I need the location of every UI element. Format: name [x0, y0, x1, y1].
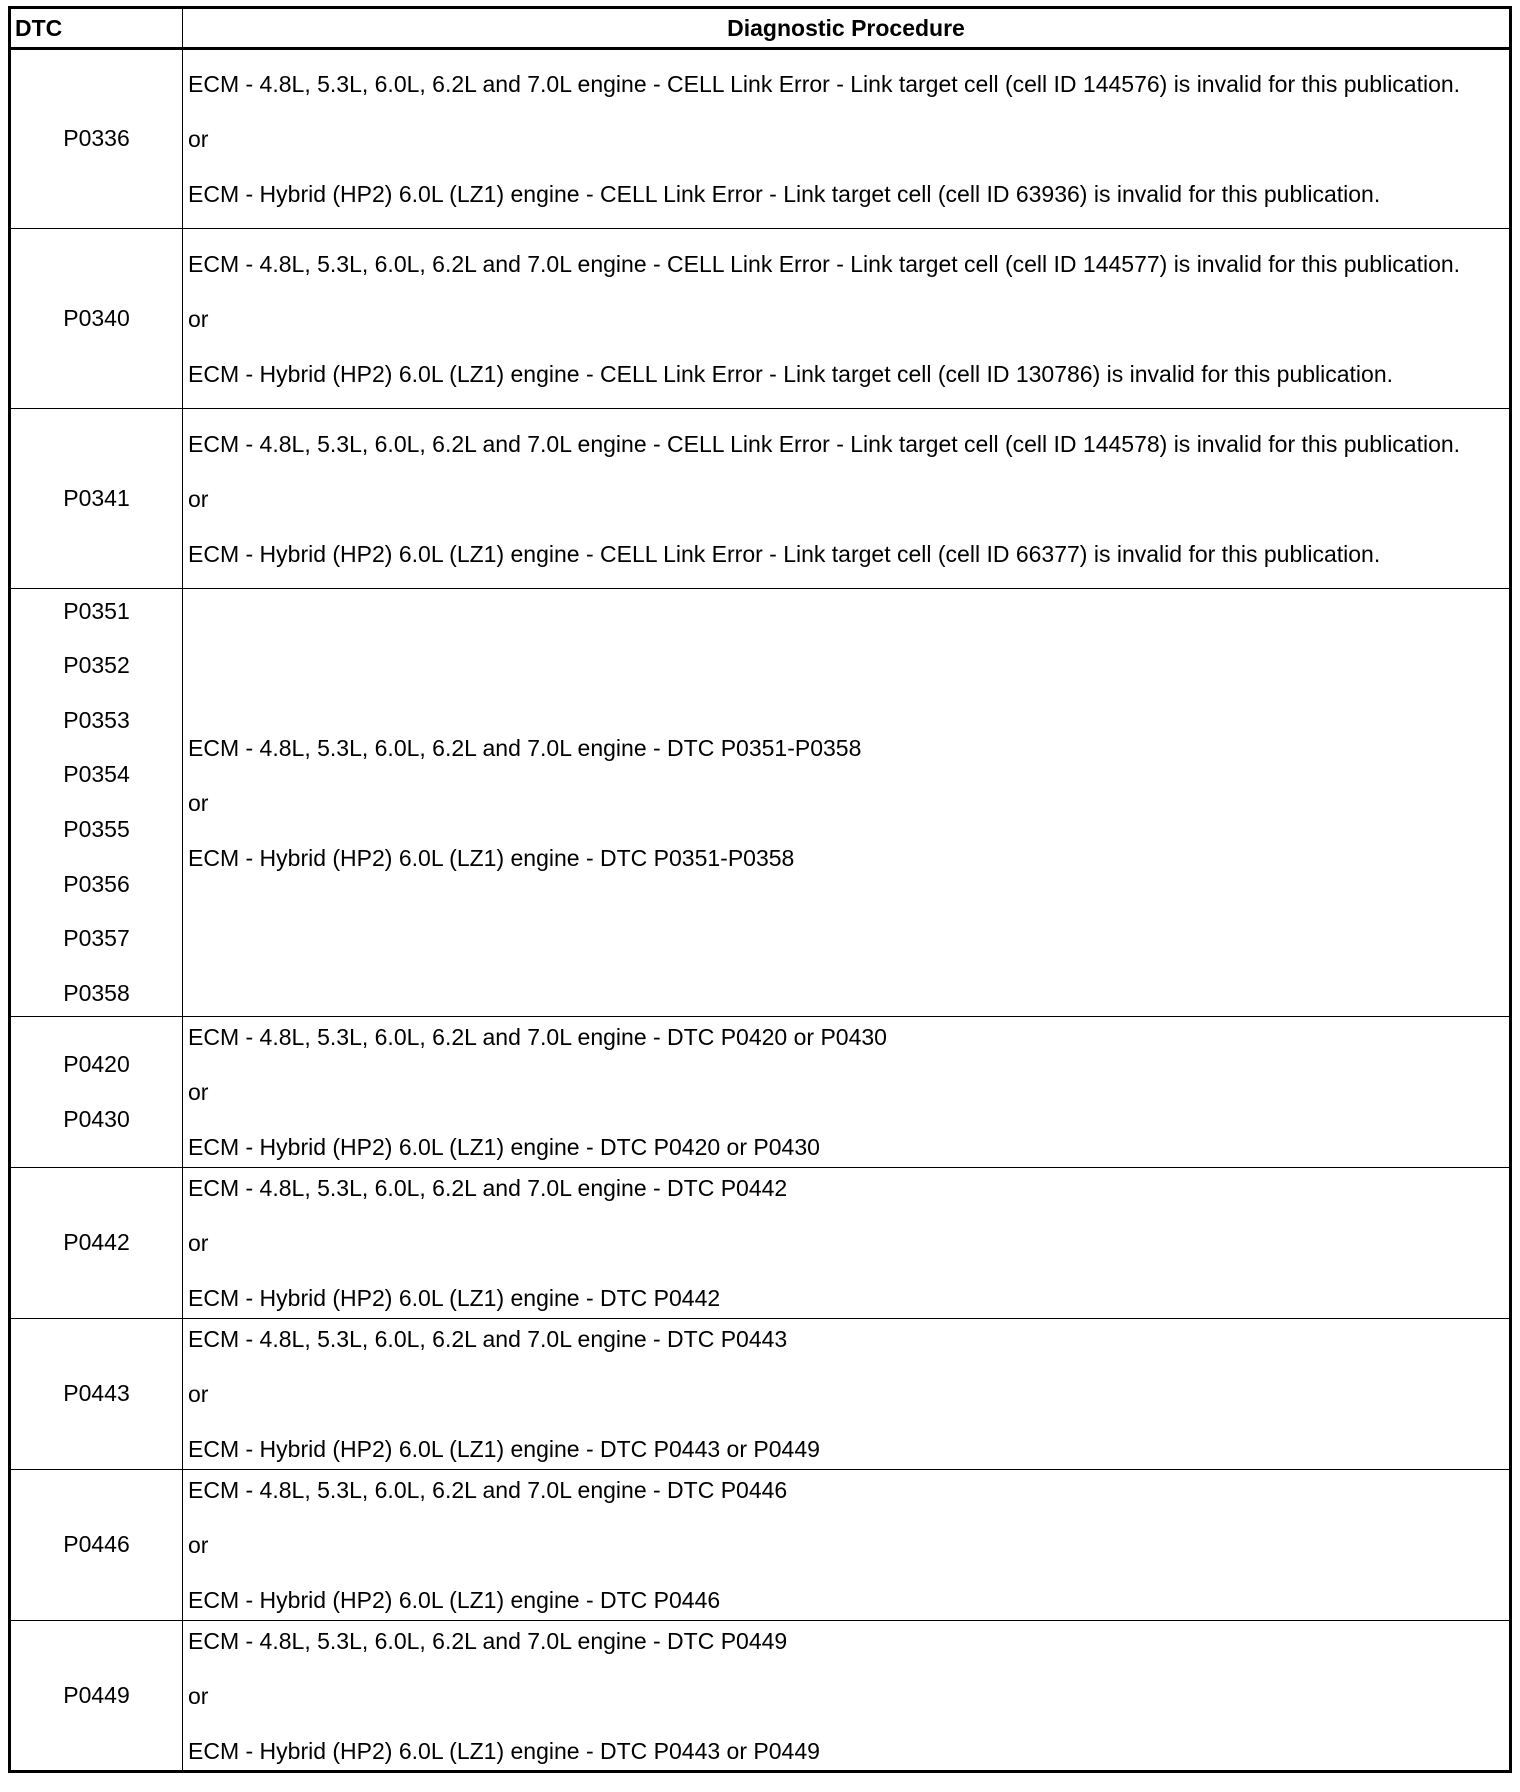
procedure-or-separator: or	[188, 1682, 209, 1709]
procedure-cell	[183, 229, 1511, 409]
procedure-link-hybrid[interactable]: ECM - Hybrid (HP2) 6.0L (LZ1) engine - CELL Link Error - Link target cell (cell ID 130786) is invalid for this publication.	[188, 360, 1394, 387]
dtc-cell	[10, 589, 183, 1017]
procedure-link-hybrid[interactable]: ECM - Hybrid (HP2) 6.0L (LZ1) engine - DTC P0443 or P0449	[188, 1737, 820, 1764]
table-row	[10, 229, 1511, 409]
procedure-or-separator: or	[188, 1381, 209, 1407]
procedure-link-hybrid[interactable]: ECM - Hybrid (HP2) 6.0L (LZ1) engine - DTC P0351-P0358	[188, 844, 795, 871]
procedure-or-separator: or	[188, 789, 209, 816]
procedure-link-hybrid[interactable]: ECM - Hybrid (HP2) 6.0L (LZ1) engine - DTC P0442	[188, 1285, 721, 1311]
procedure-cell	[183, 1621, 1511, 1772]
procedure-cell	[183, 1017, 1511, 1168]
column-header-dtc: DTC	[10, 8, 183, 49]
table-row	[10, 589, 1511, 1017]
procedure-link-primary[interactable]: ECM - 4.8L, 5.3L, 6.0L, 6.2L and 7.0L engine - DTC P0449	[188, 1627, 788, 1654]
dtc-code: P0357	[63, 925, 130, 952]
dtc-code: P0355	[63, 816, 130, 842]
dtc-code: P0340	[63, 304, 130, 331]
dtc-code: P0351	[63, 597, 130, 624]
dtc-cell	[10, 409, 183, 589]
dtc-code: P0449	[63, 1681, 130, 1708]
procedure-link-hybrid[interactable]: ECM - Hybrid (HP2) 6.0L (LZ1) engine - DTC P0420 or P0430	[188, 1134, 820, 1160]
procedure-cell	[183, 1319, 1511, 1470]
procedure-cell	[183, 589, 1511, 1017]
procedure-or-separator: or	[188, 1230, 209, 1256]
column-header-diagnostic-procedure: Diagnostic Procedure	[183, 8, 1511, 49]
procedure-link-hybrid[interactable]: ECM - Hybrid (HP2) 6.0L (LZ1) engine - DTC P0443 or P0449	[188, 1436, 820, 1462]
table-row	[10, 1470, 1511, 1621]
table-row	[10, 1017, 1511, 1168]
dtc-cell	[10, 1621, 183, 1772]
dtc-code: P0336	[63, 125, 130, 152]
table-row	[10, 1621, 1511, 1772]
procedure-or-separator: or	[188, 1532, 209, 1558]
table-row	[10, 49, 1511, 229]
dtc-cell	[10, 1319, 183, 1470]
table-header-row	[10, 8, 1511, 49]
procedure-link-primary[interactable]: ECM - 4.8L, 5.3L, 6.0L, 6.2L and 7.0L engine - CELL Link Error - Link target cell (cell ID 144576) is invalid for this publication.	[188, 71, 1461, 97]
procedure-link-primary[interactable]: ECM - 4.8L, 5.3L, 6.0L, 6.2L and 7.0L engine - DTC P0420 or P0430	[188, 1024, 887, 1050]
dtc-code: P0352	[63, 652, 130, 679]
dtc-cell	[10, 1470, 183, 1621]
procedure-link-primary[interactable]: ECM - 4.8L, 5.3L, 6.0L, 6.2L and 7.0L engine - DTC P0446	[188, 1477, 788, 1503]
procedure-or-separator: or	[188, 305, 209, 332]
dtc-code: P0443	[63, 1380, 130, 1407]
procedure-cell	[183, 49, 1511, 229]
procedure-cell	[183, 409, 1511, 589]
table-row	[10, 409, 1511, 589]
dtc-code: P0442	[63, 1229, 130, 1256]
dtc-table	[8, 6, 1512, 1773]
dtc-code: P0341	[63, 484, 130, 511]
dtc-code: P0420	[63, 1050, 130, 1077]
dtc-code: P0354	[63, 761, 130, 788]
dtc-code: P0353	[63, 706, 130, 733]
procedure-cell	[183, 1168, 1511, 1319]
dtc-code: P0446	[63, 1531, 130, 1558]
procedure-link-hybrid[interactable]: ECM - Hybrid (HP2) 6.0L (LZ1) engine - CELL Link Error - Link target cell (cell ID 66377) is invalid for this publication.	[188, 540, 1381, 567]
table-row	[10, 1319, 1511, 1470]
procedure-or-separator: or	[188, 126, 209, 152]
dtc-cell	[10, 49, 183, 229]
procedure-or-separator: or	[188, 1079, 209, 1105]
table-row	[10, 1168, 1511, 1319]
procedure-link-primary[interactable]: ECM - 4.8L, 5.3L, 6.0L, 6.2L and 7.0L engine - DTC P0442	[188, 1175, 788, 1201]
procedure-cell	[183, 1470, 1511, 1621]
dtc-code: P0358	[63, 979, 130, 1006]
dtc-cell	[10, 1168, 183, 1319]
procedure-link-primary[interactable]: ECM - 4.8L, 5.3L, 6.0L, 6.2L and 7.0L engine - CELL Link Error - Link target cell (cell ID 144577) is invalid for this publication.	[188, 250, 1461, 277]
procedure-link-hybrid[interactable]: ECM - Hybrid (HP2) 6.0L (LZ1) engine - DTC P0446	[188, 1587, 721, 1613]
procedure-link-primary[interactable]: ECM - 4.8L, 5.3L, 6.0L, 6.2L and 7.0L engine - DTC P0351-P0358	[188, 734, 862, 761]
dtc-code: P0356	[63, 870, 130, 897]
procedure-link-hybrid[interactable]: ECM - Hybrid (HP2) 6.0L (LZ1) engine - CELL Link Error - Link target cell (cell ID 63936) is invalid for this publication.	[188, 181, 1381, 207]
dtc-code: P0430	[63, 1105, 130, 1132]
dtc-cell	[10, 229, 183, 409]
procedure-link-primary[interactable]: ECM - 4.8L, 5.3L, 6.0L, 6.2L and 7.0L engine - DTC P0443	[188, 1326, 788, 1352]
procedure-or-separator: or	[188, 485, 209, 512]
dtc-cell	[10, 1017, 183, 1168]
procedure-link-primary[interactable]: ECM - 4.8L, 5.3L, 6.0L, 6.2L and 7.0L engine - CELL Link Error - Link target cell (cell ID 144578) is invalid for this publication.	[188, 430, 1461, 457]
